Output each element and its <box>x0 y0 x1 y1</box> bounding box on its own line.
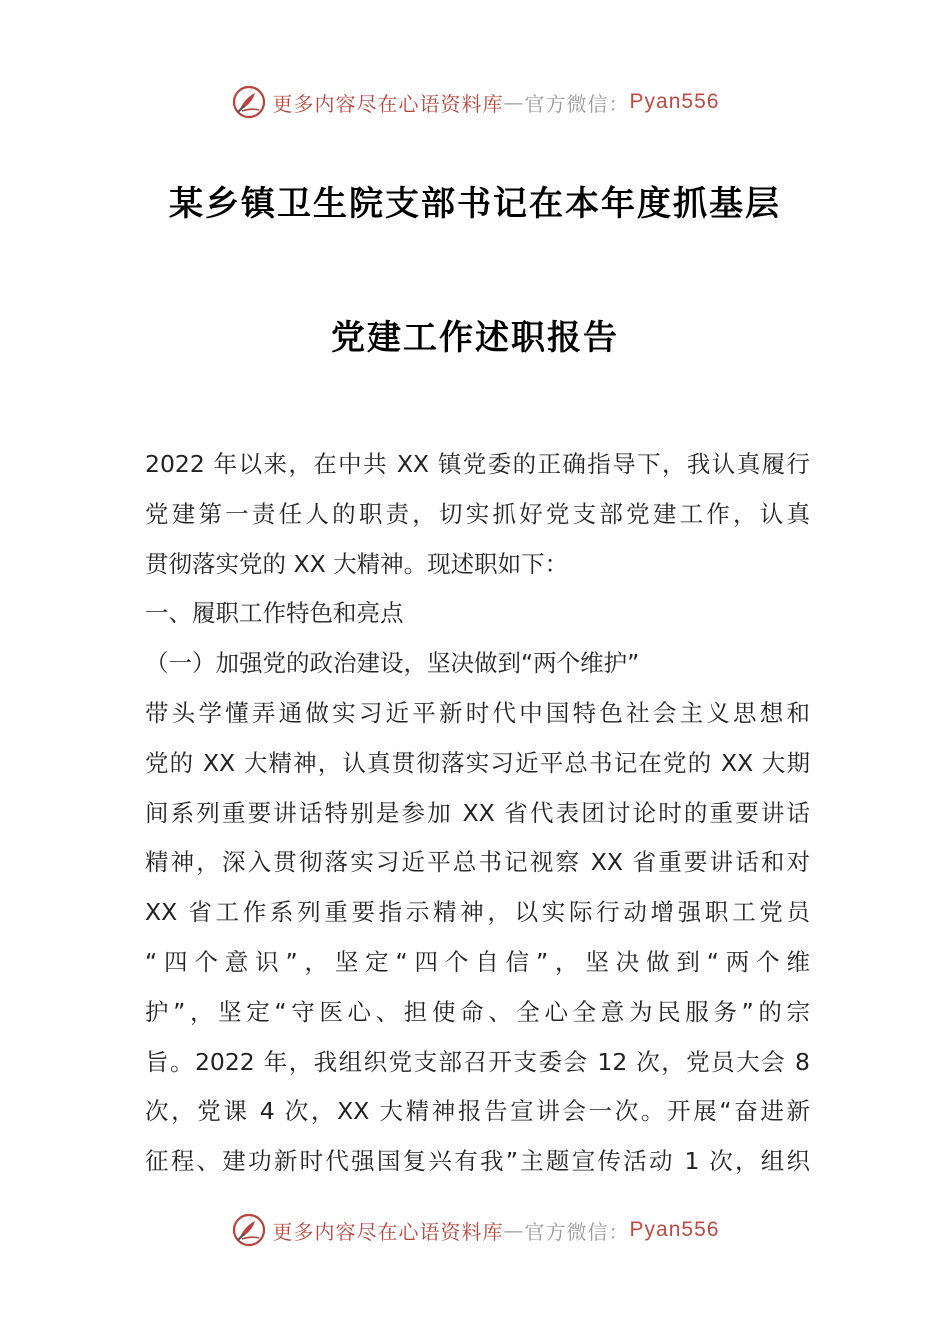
watermark-separator: — <box>503 90 525 114</box>
body-line: 党的 XX 大精神，认真贯彻落实习近平总书记在党的 XX 大期 <box>145 748 810 777</box>
watermark-account-id: Pyan556 <box>629 1218 720 1241</box>
document-title-line-2: 党建工作述职报告 <box>331 318 619 358</box>
body-line: 2022 年以来，在中共 XX 镇党委的正确指导下，我认真履行 <box>145 450 810 478</box>
watermark-separator: — <box>503 1218 525 1242</box>
body-line: 旨。2022 年，我组织党支部召开支委会 12 次，党员大会 8 <box>145 1047 810 1076</box>
body-line: 带头学懂弄通做实习近平新时代中国特色社会主义思想和 <box>145 698 810 727</box>
document-body <box>145 440 810 1187</box>
body-line: 护”，坚定“守医心、担使命、全心全意为民服务”的宗 <box>145 997 810 1026</box>
body-line: 征程、建功新时代强国复兴有我”主题宣传活动 1 次，组织 <box>145 1147 810 1176</box>
watermark-banner-bottom <box>0 1210 950 1250</box>
watermark-banner-top <box>0 82 950 122</box>
watermark-main-text: 更多内容尽在心语资料库 <box>272 1219 504 1244</box>
pen-logo-icon <box>231 84 267 120</box>
section-heading: 一、履职工作特色和亮点 <box>145 599 404 628</box>
watermark-official-label: 官方微信： <box>524 91 630 116</box>
body-line: 精神，深入贯彻落实习近平总书记视察 XX 省重要讲话和对 <box>145 848 810 877</box>
watermark-official-label: 官方微信： <box>524 1219 630 1244</box>
subsection-heading: （一）加强党的政治建设，坚决做到“两个维护” <box>145 649 640 678</box>
pen-logo-icon <box>231 1212 267 1248</box>
body-line: “四个意识”，坚定“四个自信”，坚决做到“两个维 <box>145 947 810 976</box>
watermark-account-id: Pyan556 <box>629 90 720 113</box>
document-title-line-1: 某乡镇卫生院支部书记在本年度抓基层 <box>169 184 781 224</box>
body-line: 次，党课 4 次，XX 大精神报告宣讲会一次。开展“奋进新 <box>145 1097 810 1126</box>
body-line: 党建第一责任人的职责，切实抓好党支部党建工作，认真 <box>145 499 810 528</box>
body-line: 贯彻落实党的 XX 大精神。现述职如下： <box>145 549 569 578</box>
watermark-main-text: 更多内容尽在心语资料库 <box>272 91 504 116</box>
body-line: XX 省工作系列重要指示精神，以实际行动增强职工党员 <box>145 898 810 927</box>
body-line: 间系列重要讲话特别是参加 XX 省代表团讨论时的重要讲话 <box>145 798 810 827</box>
